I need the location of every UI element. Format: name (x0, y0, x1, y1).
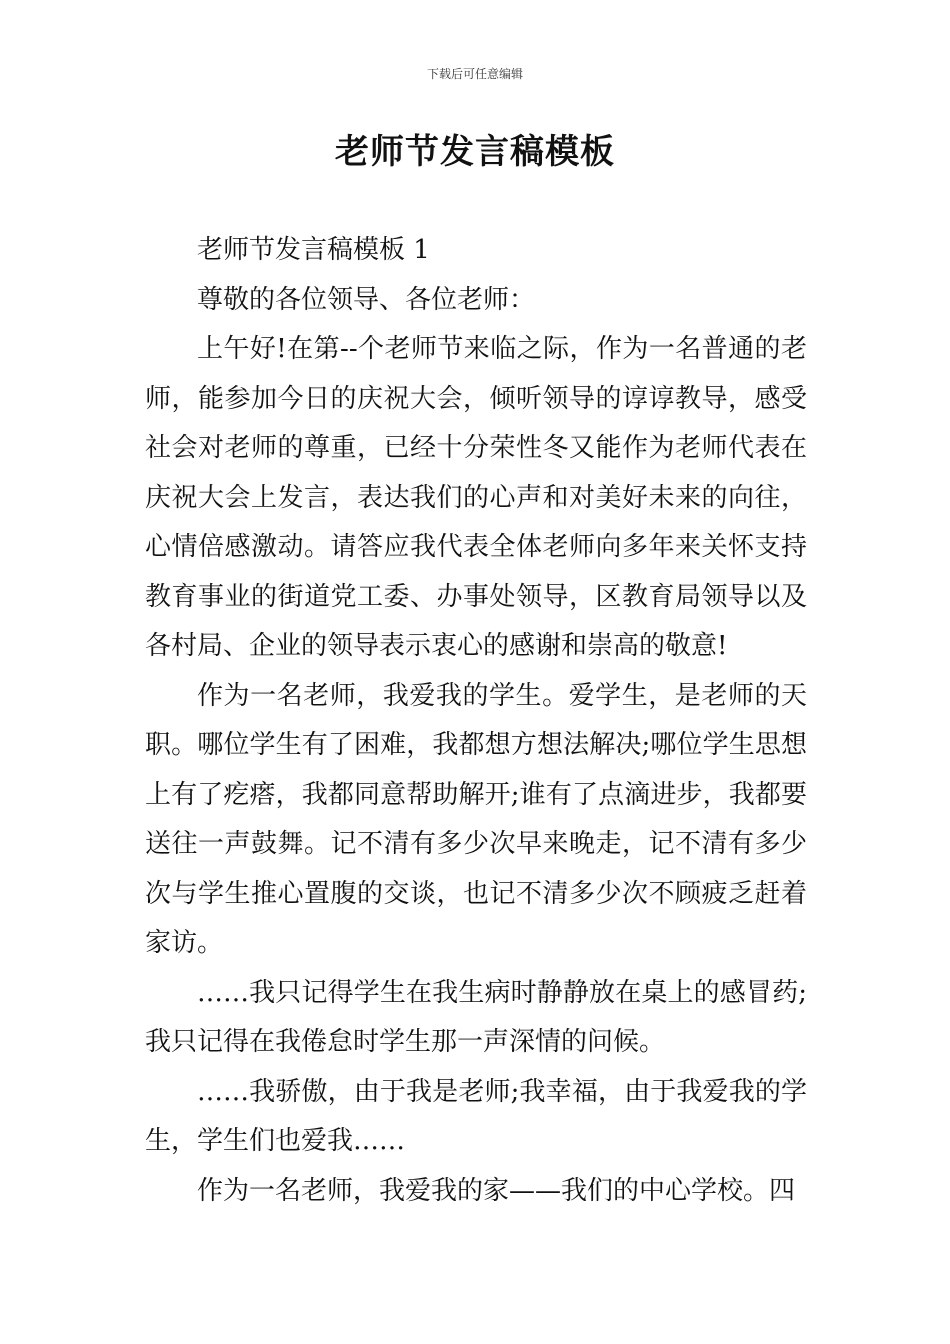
document-title: 老师节发言稿模板 (335, 132, 615, 172)
body-paragraph: 上午好!在第--个老师节来临之际，作为一名普通的老师，能参加今日的庆祝大会，倾听领导的谆谆教导，感受社会对老师的尊重，已经十分荣性冬又能作为老师代表在庆祝大会上发言，表达我们的心声和对美好未来的向往，心情倍感激动。请答应我代表全体老师向多年来关怀支持教育事业的街道党工委、办事处领导，区教育局领导以及各村局、企业的领导表示衷心的感谢和崇高的敬意! (145, 334, 807, 661)
subtitle-paragraph: 老师节发言稿模板 1 (197, 235, 430, 265)
body-paragraph: ……我骄傲，由于我是老师;我幸福，由于我爱我的学生，学生们也爱我…… (145, 1076, 807, 1156)
salutation-paragraph: 尊敬的各位领导、各位老师： (197, 284, 536, 315)
body-paragraph: ……我只记得学生在我生病时静静放在桌上的感冒药;我只记得在我倦怠时学生那一声深情的问候。 (145, 977, 807, 1057)
header-note: 下载后可任意编辑 (426, 67, 523, 81)
body-paragraph: 作为一名老师，我爱我的家——我们的中心学校。四 (197, 1175, 796, 1206)
body-paragraph: 作为一名老师，我爱我的学生。爱学生，是老师的天职。哪位学生有了困难，我都想方想法解决;哪位学生思想上有了疙瘩，我都同意帮助解开;谁有了点滴进步，我都要送往一声鼓舞。记不清有多少次早来晚走，记不清有多少次与学生推心置腹的交谈，也记不清多少次不顾疲乏赶着家访。 (145, 680, 807, 958)
document-body (145, 226, 807, 1216)
